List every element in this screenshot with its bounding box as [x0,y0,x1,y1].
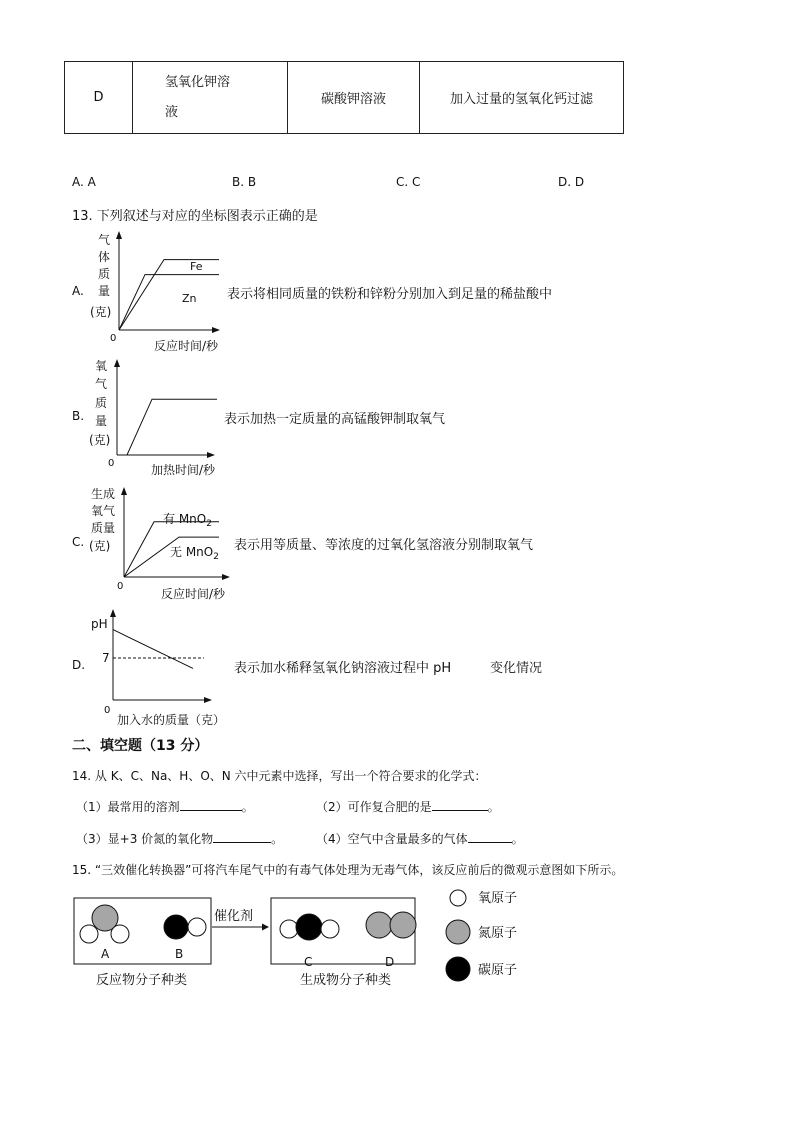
q13-option-b-label[interactable]: B. [72,409,85,423]
molecule-c-oxygen-atom-left [280,920,298,938]
chart-a-line-fe [119,260,219,330]
chart-c-xlabel: 反应时间/秒 [161,587,226,601]
q12-choice-c[interactable]: C. C [396,175,421,189]
q13-option-a-label[interactable]: A. [72,284,84,298]
chart-b-line-oxygen [117,399,217,455]
chart-a-ylabel-0: 气 [98,233,111,247]
q14-item-4-text: （4）空气中含量最多的气体 [316,832,468,846]
q14-item-1-end: 。 [241,800,254,814]
q13-option-c-label[interactable]: C. [72,535,85,549]
chart-b-xlabel: 加热时间/秒 [151,463,216,477]
chart-a-ylabel-2: 质 [98,267,111,281]
chart-d-origin: 0 [104,705,111,716]
product-caption: 生成物分子种类 [300,973,392,988]
q14-item-2-text: （2）可作复合肥的是 [316,800,432,814]
molecule-b-carbon-atom [164,915,188,939]
molecule-a-oxygen-atom-right [111,925,129,943]
q14-item-2-end: 。 [487,800,500,814]
chart-d-line-ph [113,630,193,669]
q14-item-4-end: 。 [511,832,524,846]
molecule-c-oxygen-atom-right [321,920,339,938]
q14-item-3-end: 。 [271,832,284,846]
q14-item-4 [316,830,524,847]
chart-c-origin: 0 [117,581,124,592]
substance-line1: 氢氧化钾溶 [165,74,231,90]
molecule-b-label: B [175,947,184,961]
chart-a-x-arrow [212,327,220,333]
q13-option-d-desc-tail: 变化情况 [490,661,543,676]
chart-b-ylabel-4: (克) [89,433,111,447]
substance-line2: 液 [165,104,179,120]
q15-diagram [72,882,542,992]
chart-c [86,482,246,604]
q14-item-3 [76,830,283,847]
chart-a-y-arrow [116,231,122,239]
chart-b-ylabel-3: 量 [95,414,108,428]
molecule-c-label: C [304,955,313,969]
chart-c-x-arrow [222,574,230,580]
q12-choice-b[interactable]: B. B [232,175,257,189]
molecule-a-oxygen-atom-left [80,925,98,943]
q13-option-b-desc: 表示加热一定质量的高锰酸钾制取氧气 [224,412,446,427]
chart-b-origin: 0 [108,458,115,469]
q13-stem: 13. 下列叙述与对应的坐标图表示正确的是 [72,209,318,224]
legend-nitrogen-label: 氮原子 [478,926,518,941]
chart-d-x-arrow [204,697,212,703]
q14-item-4-blank[interactable] [468,842,512,843]
chart-b-ylabel-2: 质 [95,396,108,410]
chart-a-label-zn: Zn [182,292,197,305]
q14-item-2-blank[interactable] [432,810,488,811]
chart-d-xlabel: 加入水的质量（克） [117,713,226,727]
q14-item-1-blank[interactable] [180,810,242,811]
section2-title: 二、填空题（13 分） [72,738,209,754]
q14-item-3-text: （3）显+3 价氮的氧化物 [76,832,214,846]
chart-a-label-fe: Fe [190,260,203,273]
chart-c-ylabel-2: 质量 [91,521,116,535]
molecule-d-label: D [385,955,395,969]
q14-stem: 14. 从 K、C、Na、H、O、N 六中元素中选择，写出一个符合要求的化学式： [72,769,487,783]
legend-oxygen-icon [450,890,466,906]
table-cell-option: D [65,62,133,134]
chart-c-ylabel-0: 生成 [91,487,116,501]
q12-choice-a[interactable]: A. A [72,175,96,189]
q14-item-1 [76,798,254,815]
q14-item-1-text: （1）最常用的溶剂 [76,800,180,814]
reaction-arrow-head [262,924,269,931]
catalyst-label: 催化剂 [214,909,254,924]
chart-b-y-arrow [114,359,120,367]
chart-d [86,604,246,730]
chart-a-ylabel-3: 量 [98,284,111,298]
legend-oxygen-label: 氧原子 [478,891,518,906]
chart-b-ylabel-1: 气 [95,377,108,391]
q13-option-c-desc: 表示用等质量、等浓度的过氧化氢溶液分别制取氧气 [234,538,534,553]
molecule-b-oxygen-atom [188,918,206,936]
chart-a-line-zn [119,275,219,330]
q14-item-3-blank[interactable] [213,842,271,843]
chart-b-ylabel-0: 氧 [95,359,108,373]
q12-choice-d[interactable]: D. D [558,175,585,189]
chart-c-label-without-mno2: 无 MnO$_2$ [170,545,219,562]
table-cell-method: 加入过量的氢氧化钙过滤 [420,62,624,134]
chart-d-ytick: 7 [102,651,110,665]
q12-table-row-d [64,61,624,134]
molecule-d-nitrogen-atom-right [390,912,416,938]
chart-a-ylabel-4: (克) [90,305,112,319]
q15-stem: 15. “三效催化转换器”可将汽车尾气中的有毒气体处理为无毒气体，该反应前后的微观示意图如下所示。 [72,863,624,877]
molecule-c-carbon-atom [296,914,322,940]
chart-c-y-arrow [121,487,127,495]
q14-item-2 [316,798,500,815]
chart-a-origin: 0 [110,333,117,344]
table-cell-impurity: 碳酸钾溶液 [288,62,420,134]
chart-a-ylabel-1: 体 [98,250,111,264]
legend-carbon-label: 碳原子 [478,963,518,978]
table-cell-substance [133,62,288,134]
chart-a [86,228,236,353]
q13-option-d-label[interactable]: D. [72,658,86,672]
chart-b-x-arrow [207,452,215,458]
chart-c-ylabel-1: 氧气 [91,504,116,518]
molecule-d-nitrogen-atom-left [366,912,392,938]
chart-b [86,352,236,480]
legend-nitrogen-icon [446,920,470,944]
chart-d-ylabel: pH [91,617,108,631]
q13-option-d-desc: 表示加水稀释氢氧化钠溶液过程中 pH [234,661,452,676]
reactant-caption: 反应物分子种类 [96,973,188,988]
q13-option-a-desc: 表示将相同质量的铁粉和锌粉分别加入到足量的稀盐酸中 [227,287,553,302]
chart-c-label-with-mno2: 有 MnO$_2$ [163,512,212,529]
molecule-a-label: A [101,947,110,961]
chart-d-y-arrow [110,609,116,617]
chart-a-xlabel: 反应时间/秒 [154,339,219,353]
legend-carbon-icon [446,957,470,981]
chart-c-ylabel-3: (克) [89,539,111,553]
